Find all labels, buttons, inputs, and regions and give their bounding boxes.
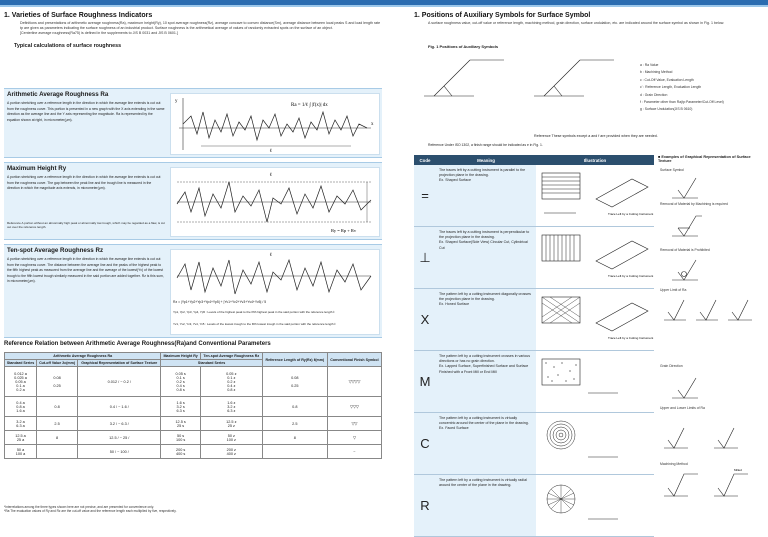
cell-graph: 50 / ~ 100 / xyxy=(78,445,161,459)
cell-ra: 3.2 a 6.3 a xyxy=(5,417,37,431)
radial-illustration xyxy=(536,475,652,531)
auxiliary-legend xyxy=(640,62,724,114)
table-row xyxy=(5,397,382,417)
meaning-cell: The traces left by a cutting instrument is parallel to the projection plane in the drawing. Ex. Shaped Surface xyxy=(436,165,536,227)
example-upper-lower: Upper and Lower Limits of Ra xyxy=(660,406,705,410)
cell-ry: 50 s 100 s xyxy=(161,431,200,445)
table-row xyxy=(414,413,654,475)
svg-text:ℓ: ℓ xyxy=(269,253,273,258)
meaning-cell: The pattern left by a cutting instrument is virtually concentric around the center of the plane in the drawing. Ex. Faced Surface xyxy=(436,413,536,475)
table-row xyxy=(5,367,382,397)
rz-figure xyxy=(170,249,380,335)
cell-rz: 200 z 400 z xyxy=(200,445,262,459)
cell-graph: 0.4 / ~ 1.6 / xyxy=(78,397,161,417)
cell-ra: 12.5 a 25 a xyxy=(5,431,37,445)
cell-ry: 12.5 s 25 s xyxy=(161,417,200,431)
example-removal-prohibited: Removal of Material is Prohibited xyxy=(660,248,710,252)
svg-text:ℓ: ℓ xyxy=(269,149,273,154)
cell-ra: 0.4 a 0.8 a 1.6 a xyxy=(5,397,37,417)
right-column xyxy=(414,12,764,513)
illustration-concentric xyxy=(536,413,654,475)
cell-rz: 0.05 z 0.1 z 0.2 z 0.4 z 0.8 z xyxy=(200,367,262,397)
code-crossed: X xyxy=(414,289,436,351)
svg-text:x: x xyxy=(371,122,374,127)
footnote-2: *Ra:The evaluation values of Ry and Rz are the cut-off value and the reference length each multiplied by five, respectively. xyxy=(4,509,177,513)
svg-text:y: y xyxy=(175,99,178,104)
ry-panel xyxy=(4,162,382,240)
rz-panel xyxy=(4,244,382,338)
th-illustration: Illustration xyxy=(536,155,654,165)
auxiliary-symbol-figure xyxy=(424,56,624,106)
code-perpendicular: ⊥ xyxy=(414,227,436,289)
reference-note-1: Reference These symbols except a and f are provided when they are needed. xyxy=(534,134,658,138)
th-ara: Arithmetic Average Roughness Ra xyxy=(5,353,161,360)
th-rz: Ten-spot Average Roughness Rz xyxy=(200,353,262,360)
left-intro-2: [Centerline average roughness(Ra75) is defined in the supplements to JIS B 0031 and JIS B 0601.] xyxy=(20,31,178,36)
example-removal-required: Removal of Material by Machining is required xyxy=(660,202,728,206)
cell-reflen: 2.5 xyxy=(262,417,327,431)
cell-ry: 200 s 400 s xyxy=(161,445,200,459)
multidirectional-illustration xyxy=(536,351,652,407)
rz-note-2: Yv1, Yv2, Yv3, Yv4, Yv5 : Levels of the lowest trough to the fifth lowest trough in the said portion with the reference length ℓ. xyxy=(173,322,337,326)
right-section-title: 1. Positions of Auxiliary Symbols for Surface Symbol xyxy=(414,12,591,19)
meaning-cell: The pattern left by a cutting instrument diagonally crosses the projection plane in the drawing. Ex. Honed Surface xyxy=(436,289,536,351)
example-grain-direction: Grain Direction xyxy=(660,364,683,368)
cell-graph: 12.5 / ~ 25 / xyxy=(78,431,161,445)
example-machining: Machining Method xyxy=(660,462,688,466)
cell-conv: ▽▽▽ xyxy=(327,397,381,417)
left-section-title: 1. Varieties of Surface Roughness Indicators xyxy=(4,12,153,19)
cell-graph: 3.2 / ~ 6.3 / xyxy=(78,417,161,431)
cell-cutoff: 0.8 xyxy=(37,397,78,417)
ry-label: Ry = Rp + Rv xyxy=(331,228,357,233)
meaning-cell: The traces left by a cutting instrument is perpendicular to the projection plane in the drawing. Ex. Shaped Surface(Side View) Circular Cut, Cylindrical Cut xyxy=(436,227,536,289)
rz-title: Ten-spot Average Roughness Rz xyxy=(7,247,104,254)
examples-title: ■ Examples of Graphical Representation of Surface Texture xyxy=(658,155,751,163)
ra-text: A portion stretching over a reference length in the direction in which the average line extends is cut out from the roughness curve. This portion is presented in a new graph with the X axis extending in the same direction as the average line and the Y axis representing the magnitude. Ra is represented by the equation shown at right, in micrometer(μm). xyxy=(7,101,165,122)
illustration-multidirectional xyxy=(536,351,654,413)
meaning-cell: The pattern left by a cutting instrument is virtually radial around the center of the plane in the drawing. xyxy=(436,475,536,537)
ry-text: A portion stretching over a reference length in the direction in which the average line extends is cut out from the roughness curve. The gap between the peak line and the trough line is measured in the direction in which the magnitude axis extends, in micrometer(μm). xyxy=(7,175,161,191)
th-graph: Graphical Representation of Surface Texture xyxy=(78,360,161,367)
th-cutoff: Cut-off Value λc(mm) xyxy=(37,360,78,367)
cell-reflen: 0.08 0.25 xyxy=(262,367,327,397)
example-upper-limit: Upper Limit of Ra xyxy=(660,288,687,292)
cell-conv: ▽▽▽▽ xyxy=(327,367,381,397)
top-accent-bar-light xyxy=(0,5,768,7)
right-intro: A surface roughness value, cut-off value or reference length, machining method, grain direction, surface undulation, etc. are indicated around the surface symbol as shown in Fig. 1 below. xyxy=(428,21,725,25)
th-ry: Maximum Height Ry xyxy=(161,353,200,360)
trace-label: Trace Left by a Cutting Instrument xyxy=(608,212,654,216)
code-radial: R xyxy=(414,475,436,537)
cell-rz: 12.5 z 25 z xyxy=(200,417,262,431)
legend-item: b : Machining Method xyxy=(640,70,673,75)
crossed-lines-illustration xyxy=(536,289,652,345)
th-std: Standard Series xyxy=(5,360,37,367)
rz-note-1: Yp1, Yp2, Yp3, Yp4, Yp5 : Levels of the highest peak to the fifth highest peak in the said portion with the reference length ℓ. xyxy=(173,310,336,314)
cell-cutoff: 8 xyxy=(37,431,78,445)
cell-conv: ~ xyxy=(327,445,381,459)
svg-text:ℓ: ℓ xyxy=(269,173,273,178)
illustration-radial xyxy=(536,475,654,537)
ry-curve-graph xyxy=(171,168,379,236)
trace-label: Trace Left by a Cutting Instrument xyxy=(608,336,654,340)
cell-cutoff xyxy=(37,445,78,459)
table-row xyxy=(5,431,382,445)
table-row xyxy=(414,289,654,351)
perpendicular-lines-illustration xyxy=(536,227,652,283)
milled-label: Milled xyxy=(734,468,742,472)
illustration-perpendicular xyxy=(536,227,654,289)
legend-item: g : Surface Undulation(JIS B 0610) xyxy=(640,107,693,112)
parallel-lines-illustration xyxy=(536,165,652,221)
cell-cutoff: 0.08 0.25 xyxy=(37,367,78,397)
cell-reflen: 8 xyxy=(262,431,327,445)
legend-item: a : Ra Value xyxy=(640,63,659,67)
table-row xyxy=(414,475,654,537)
cell-ra: 0.012 a 0.025 a 0.05 a 0.1 a 0.2 a xyxy=(5,367,37,397)
meaning-cell: The pattern left by a cutting instrument crosses in various directions or has no grain direction. Ex. Lapped Surface, Superfinished Surface and Surface Finished with a Front Mill or End Mill xyxy=(436,351,536,413)
cell-cutoff: 2.5 xyxy=(37,417,78,431)
ry-title: Maximum Height Ry xyxy=(7,165,67,172)
cell-reflen: 0.8 xyxy=(262,397,327,417)
table-row xyxy=(414,227,654,289)
fig1-title: Fig. 1 Positions of Auxiliary Symbols xyxy=(428,44,499,49)
reference-note-2: Reference Under ISO 1302, a finish range should be indicated as e in Fig. 1. xyxy=(428,143,543,147)
th-code: Code xyxy=(414,155,436,165)
rz-formula: Rz = |Yp1+Yp2+Yp3+Yp4+Yp5| + |Yv1+Yv2+Yv3+Yv4+Yv5| / 5 xyxy=(173,300,267,304)
code-multidirectional: M xyxy=(414,351,436,413)
ra-formula: Ra = 1/ℓ ∫ |f(x)| dx xyxy=(291,103,328,108)
table-row xyxy=(5,445,382,459)
rz-text: A portion stretching over a reference length in the direction in which the average line extends is cut out from the roughness curve. The distance between the average line and the peaks of the highest peak to the fifth highest peak as measured from the average line and the average of the lowest(Yv) of the lowest trough to the fifth lowest trough similarly measured in the said portion are added together. Rz is this sum, in micrometer(μm). xyxy=(7,257,164,284)
ra-title: Arithmetic Average Roughness Ra xyxy=(7,91,109,98)
illustration-parallel xyxy=(536,165,654,227)
cell-conv: ▽ xyxy=(327,431,381,445)
cell-ry: 1.6 s 3.2 s 6.3 s xyxy=(161,397,200,417)
trace-label: Trace Left by a Cutting Instrument xyxy=(608,274,654,278)
cell-graph: 0.012 / ~ 0.2 / xyxy=(78,367,161,397)
ry-reference: Reference A portion without an abnormally high peak or abnormally low trough, which may be regarded as a flaw, is cut out over the reference length. xyxy=(7,221,165,230)
legend-item: f : Parameter other than Ra(tp:Parameter/Cut-Off Level) xyxy=(640,100,724,105)
cell-reflen xyxy=(262,445,327,459)
roughness-reference-table xyxy=(4,352,382,459)
th-conv: Conventional Finish Symbol xyxy=(327,353,381,367)
cell-ra: 50 a 100 a xyxy=(5,445,37,459)
rz-curve-graph xyxy=(171,250,379,300)
example-symbols xyxy=(658,172,762,502)
illustration-crossed xyxy=(536,289,654,351)
left-column xyxy=(4,12,384,513)
legend-item: d : Grain Direction xyxy=(640,92,668,97)
ra-panel xyxy=(4,88,382,158)
ra-figure xyxy=(170,93,380,155)
cell-rz: 50 z 100 z xyxy=(200,431,262,445)
example-surface-symbol: Surface Symbol xyxy=(660,168,684,172)
typical-calc-title: Typical calculations of surface roughness xyxy=(14,42,122,49)
code-parallel: = xyxy=(414,165,436,227)
cell-rz: 1.6 z 3.2 z 6.3 z xyxy=(200,397,262,417)
table-row xyxy=(414,165,654,227)
concentric-illustration xyxy=(536,413,652,469)
table-row xyxy=(5,417,382,431)
th-meaning: Meaning xyxy=(436,155,536,165)
th-std2: Standard Series xyxy=(161,360,262,367)
grain-direction-code-table xyxy=(414,155,654,537)
left-intro: Definitions and presentations of arithmetic average roughness(Ra), maximum height(Ry), 10 spot average roughness(Rz), average concave to convex distance(Sm), average distance between local peaks S and load length rate tp are given as parameters indicating the surface roughness of an industrial product. Surface roughness is the arithmetical average of values of randomly extracted spots on the surface of an object. xyxy=(20,21,381,31)
ry-figure xyxy=(170,167,380,237)
ra-curve-graph xyxy=(171,94,379,154)
reference-table-title: Reference Relation between Arithmetic Average Roughness(Ra)and Conventional Parameters xyxy=(4,341,271,347)
legend-item: c : Cut-Off Value, Evaluation Length xyxy=(640,77,694,82)
cell-ry: 0.05 s 0.1 s 0.2 s 0.4 s 0.8 s xyxy=(161,367,200,397)
footnote-1: *Interrelations among the three types shown here are not precise, and are presented for convenience only. xyxy=(4,505,155,509)
table-row xyxy=(414,351,654,413)
footnotes xyxy=(4,505,176,513)
th-reflen: Reference Length of Ry(Rz) ℓ(mm) xyxy=(262,353,327,367)
legend-item: c' : Reference Length, Evaluation Length xyxy=(640,85,702,90)
code-concentric: C xyxy=(414,413,436,475)
cell-conv: ▽▽ xyxy=(327,417,381,431)
